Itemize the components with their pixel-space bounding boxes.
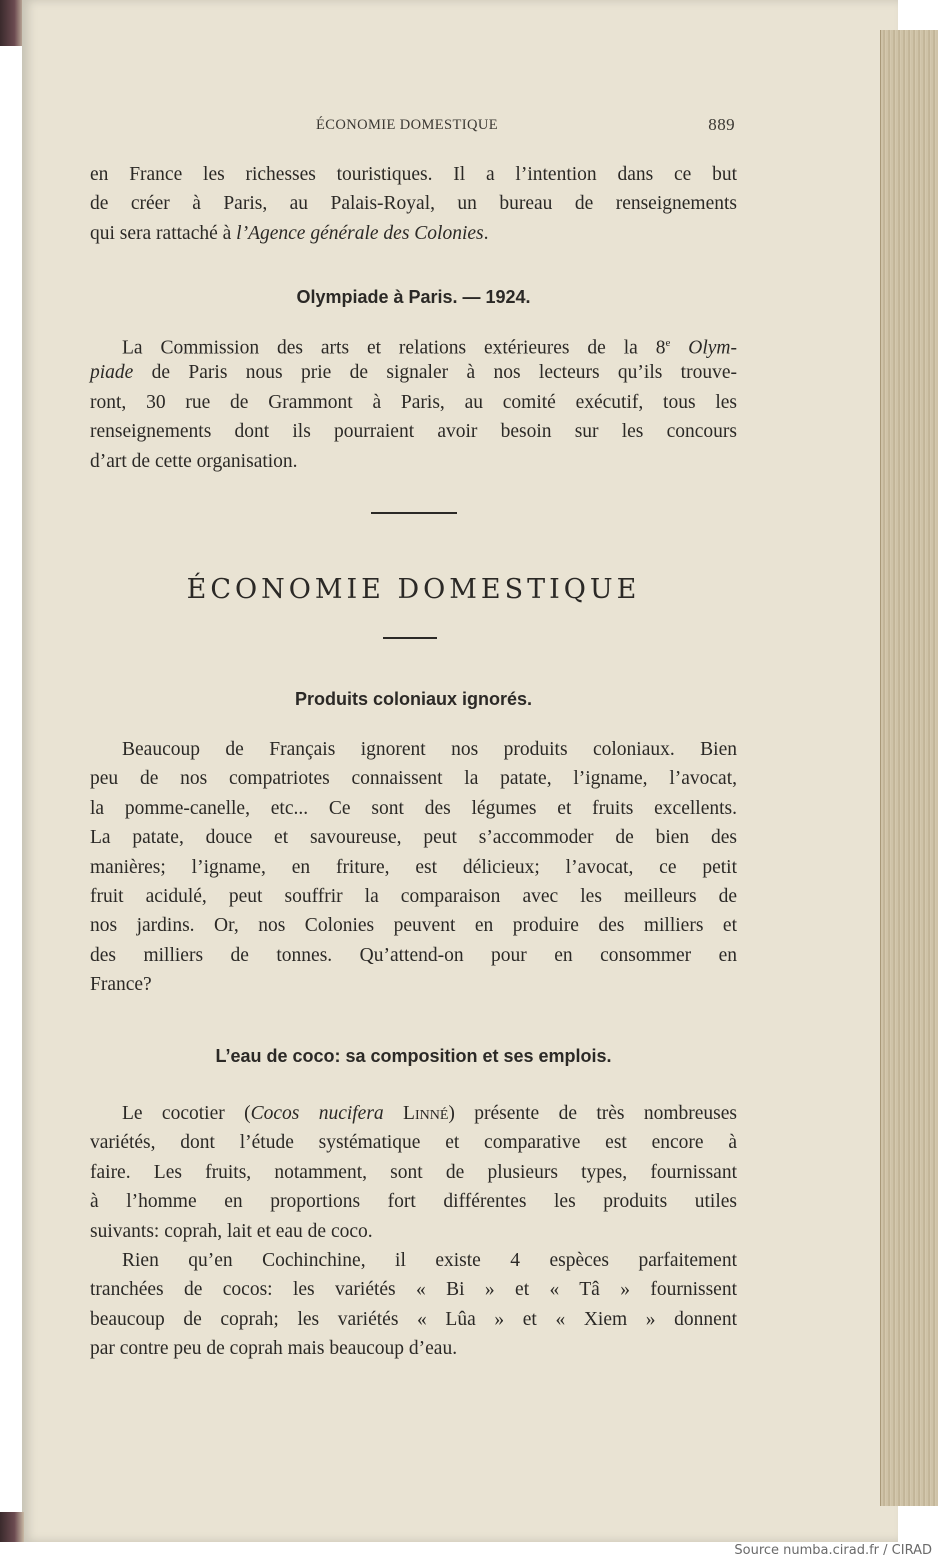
produits-line: fruit acidulé, peut souffrir la comparaison avec les meilleurs de	[90, 885, 737, 907]
olympiade-text: La Commission des arts et relations extérieures de la 8	[122, 337, 666, 359]
produits-line: des milliers de tonnes. Qu’attend-on pour en consommer en	[90, 944, 737, 966]
produits-heading: Produits coloniaux ignorés.	[294, 689, 533, 709]
produits-line: La patate, douce et savoureuse, peut s’accommoder de bien des	[90, 827, 737, 849]
produits-line: nos jardins. Or, nos Colonies peuvent en produire des milliers et	[90, 915, 737, 937]
running-head	[90, 115, 735, 139]
produits-paragraph	[90, 735, 737, 1000]
coco-line: Rien qu’en Cochinchine, il existe 4 espèces parfaitement	[122, 1250, 737, 1271]
coco-paragraph-2	[90, 1246, 737, 1364]
ordinal-suffix: e	[665, 337, 671, 349]
coco-line: faire. Les fruits, notamment, sont de plusieurs types, fournissant	[90, 1161, 737, 1183]
intro-text: qui sera rattaché à	[90, 222, 237, 244]
olympiade-line	[90, 329, 737, 358]
running-head-title: ÉCONOMIE DOMESTIQUE	[316, 117, 498, 133]
produits-line: France?	[90, 974, 152, 996]
coco-line	[90, 1099, 737, 1128]
intro-end: .	[483, 222, 489, 244]
book-spine-top	[0, 0, 24, 46]
title-underline	[383, 637, 437, 639]
page-edges	[880, 30, 938, 1506]
produits-line: Beaucoup de Français ignorent nos produits coloniaux. Bien	[122, 739, 737, 760]
olympiade-line: ront, 30 rue de Grammont à Paris, au comité exécutif, tous les	[90, 391, 737, 413]
coco-heading: L’eau de coco: sa composition et ses emplois.	[215, 1046, 612, 1066]
coco-line: tranchées de cocos: les variétés « Bi » et « Tâ » fournissent	[90, 1279, 737, 1301]
olympiade-text: de Paris nous prie de signaler à nos lecteurs qu’ils trouve-	[133, 362, 737, 384]
produits-line: la pomme-canelle, etc... Ce sont des légumes et fruits excellents.	[90, 797, 737, 819]
coco-author: Linné	[403, 1103, 449, 1124]
section-title: ÉCONOMIE DOMESTIQUE	[186, 574, 641, 605]
intro-line: en France les richesses touristiques. Il a l’intention dans ce but	[90, 164, 737, 185]
olympiade-italic: Olym-	[688, 337, 737, 359]
olympiade-line: renseignements dont ils pourraient avoir besoin sur les concours	[90, 421, 737, 443]
source-credit: Source numba.cirad.fr / CIRAD	[734, 1543, 932, 1558]
produits-line: manières; l’igname, en friture, est délicieux; l’avocat, ce petit	[90, 856, 737, 878]
coco-line: à l’homme en proportions fort différentes les produits utiles	[90, 1191, 737, 1213]
intro-paragraph	[90, 160, 737, 248]
intro-line: de créer à Paris, au Palais-Royal, un bureau de renseignements	[90, 193, 737, 215]
coco-paragraph-1	[90, 1099, 737, 1246]
coco-line: beaucoup de coprah; les variétés « Lûa » et « Xiem » donnent	[90, 1308, 737, 1330]
coco-italic: Cocos nucifera	[250, 1103, 384, 1124]
olympiade-heading: Olympiade à Paris. — 1924.	[296, 287, 531, 307]
coco-text: ) présente de très nombreuses	[448, 1103, 737, 1124]
olympiade-line	[90, 358, 737, 387]
olympiade-line: d’art de cette organisation.	[90, 450, 298, 472]
section-divider	[371, 512, 457, 514]
coco-line: suivants: coprah, lait et eau de coco.	[90, 1220, 373, 1242]
page-number: 889	[708, 115, 735, 134]
book-spine-bottom	[0, 1512, 24, 1542]
intro-italic: l’Agence générale des Colonies	[236, 222, 484, 244]
coco-text: Le cocotier (	[122, 1103, 251, 1124]
coco-line: variétés, dont l’étude systématique et comparative est encore à	[90, 1132, 737, 1154]
olympiade-italic: piade	[90, 362, 134, 384]
coco-line: par contre peu de coprah mais beaucoup d’eau.	[90, 1338, 458, 1360]
olympiade-paragraph	[90, 329, 737, 476]
intro-line	[90, 219, 737, 248]
produits-line: peu de nos compatriotes connaissent la patate, l’igname, l’avocat,	[90, 768, 737, 790]
